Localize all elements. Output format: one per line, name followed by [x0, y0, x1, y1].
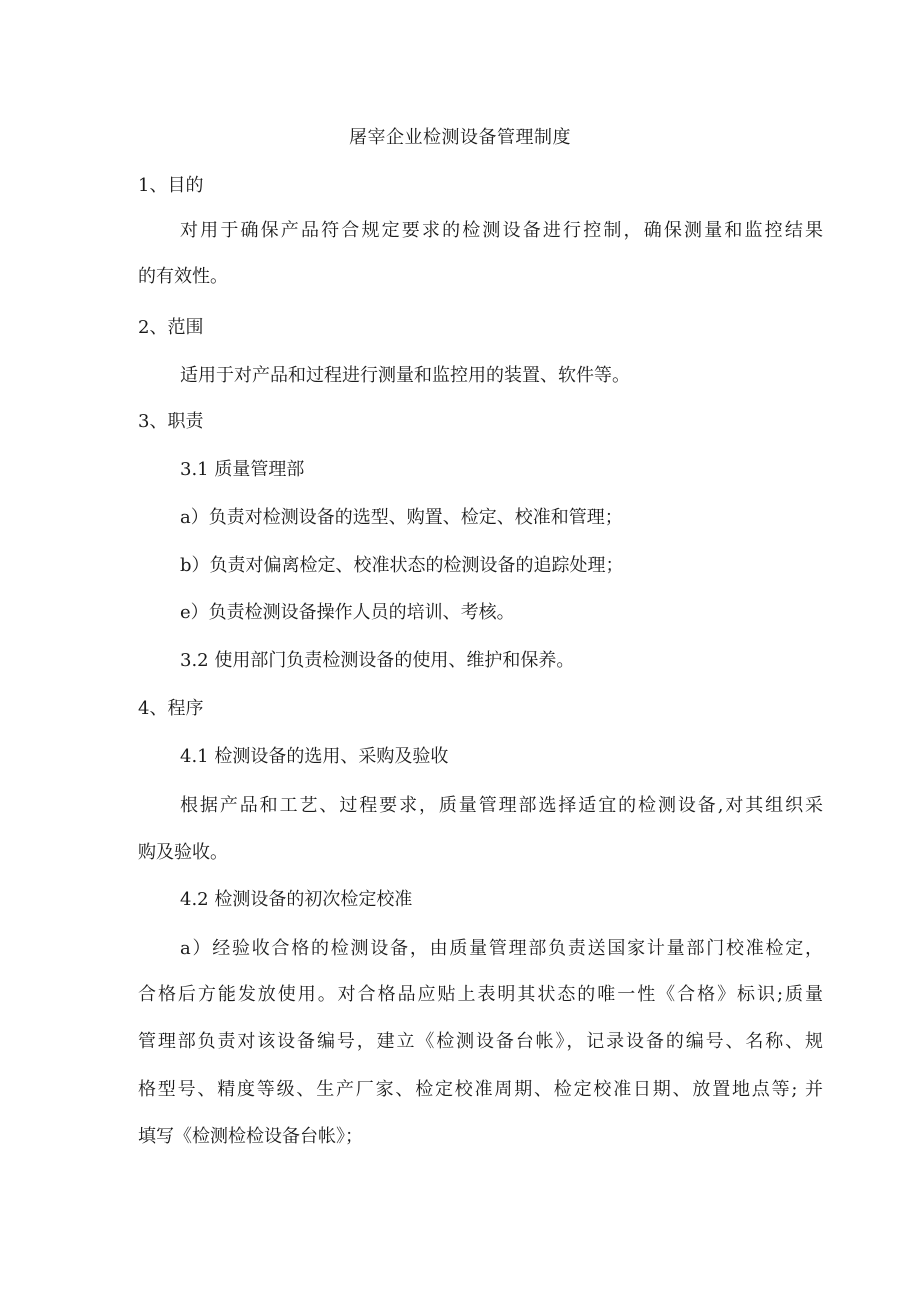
- subsection-heading: 4.1 检测设备的选用、采购及验收: [180, 746, 449, 767]
- paragraph-line: 合格后方能发放使用。对合格品应贴上表明其状态的唯一性《合格》标识;质量: [138, 984, 823, 1005]
- subsection-heading: 3.1 质量管理部: [180, 459, 305, 480]
- section-heading-responsibilities: 3、职责: [138, 411, 204, 432]
- paragraph-line: 填写《检测检检设备台帐》；: [138, 1126, 363, 1147]
- subsection-heading: 3.2 使用部门负责检测设备的使用、维护和保养。: [180, 650, 575, 671]
- list-item: a）负责对检测设备的选型、购置、检定、校准和管理；: [180, 507, 623, 528]
- section-heading-scope: 2、范围: [138, 317, 204, 338]
- paragraph-line: 根据产品和工艺、过程要求，质量管理部选择适宜的检测设备,对其组织采: [180, 795, 823, 816]
- paragraph-line: 的有效性。: [138, 266, 228, 287]
- paragraph-line: 管理部负责对该设备编号，建立《检测设备台帐》，记录设备的编号、名称、规: [138, 1031, 823, 1052]
- paragraph-line: a）经验收合格的检测设备，由质量管理部负责送国家计量部门校准检定，: [180, 938, 823, 959]
- section-heading-purpose: 1、目的: [138, 175, 204, 196]
- paragraph-line: 适用于对产品和过程进行测量和监控用的装置、软件等。: [180, 365, 630, 386]
- paragraph-line: 对用于确保产品符合规定要求的检测设备进行控制，确保测量和监控结果: [180, 220, 823, 241]
- list-item: e）负责检测设备操作人员的培训、考核。: [180, 602, 515, 623]
- paragraph-line: 格型号、精度等级、生产厂家、检定校准周期、检定校准日期、放置地点等; 并: [138, 1079, 823, 1100]
- section-heading-procedure: 4、程序: [138, 698, 204, 719]
- subsection-heading: 4.2 检测设备的初次检定校准: [180, 889, 413, 910]
- paragraph-line: 购及验收。: [138, 842, 228, 863]
- list-item: b）负责对偏离检定、校准状态的检测设备的追踪处理；: [180, 555, 624, 576]
- document-title: 屠宰企业检测设备管理制度: [349, 127, 571, 148]
